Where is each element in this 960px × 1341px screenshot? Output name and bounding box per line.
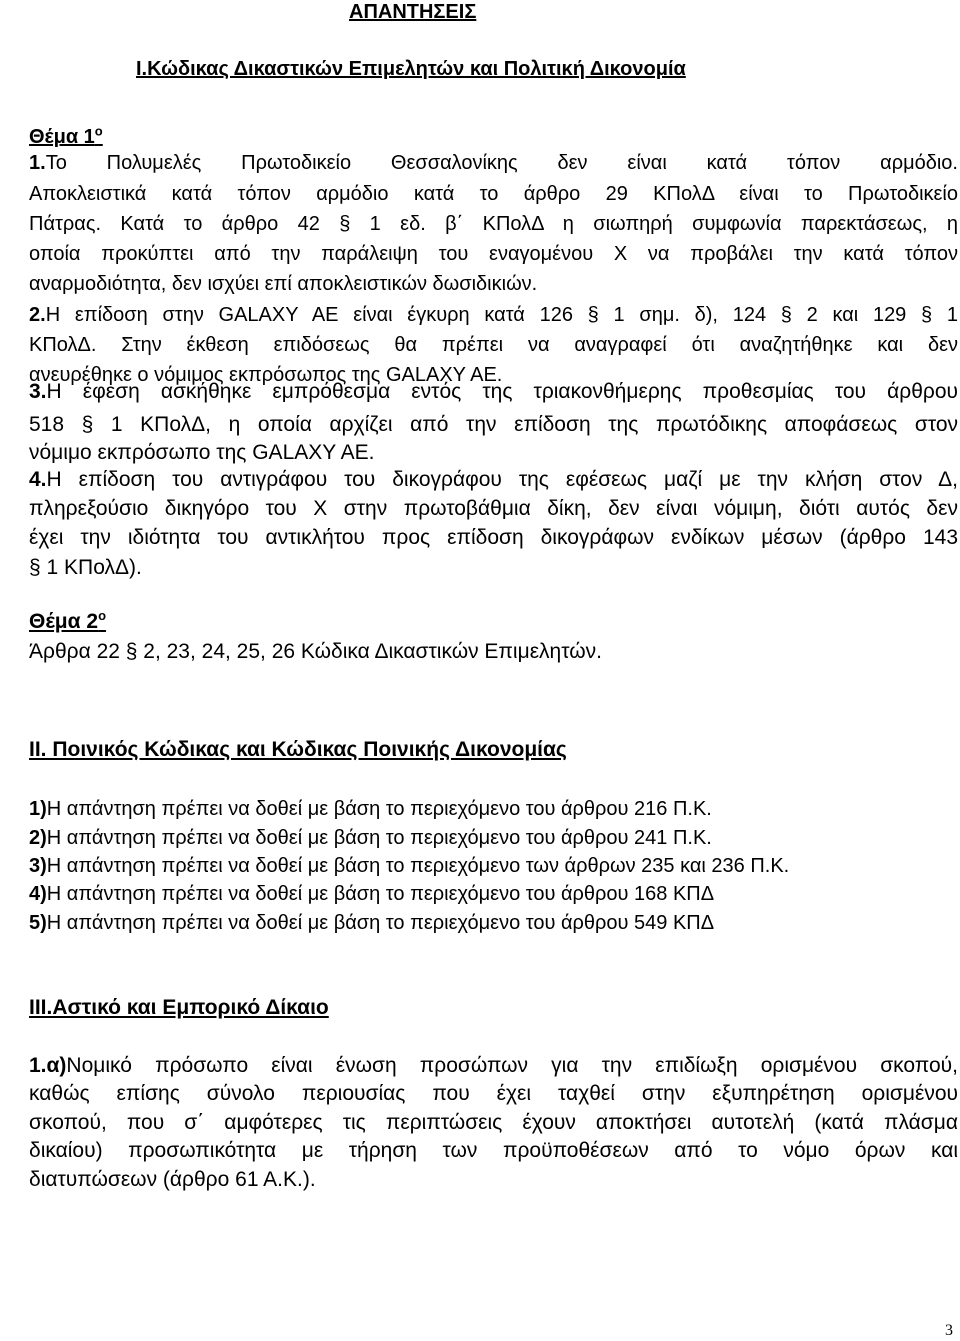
theme-1-item-1-line-1: 1.Το Πολυμελές Πρωτοδικείο Θεσσαλονίκης δεν είναι κατά τόπον αρμόδιο. (29, 152, 958, 174)
section-2-item-2-number: 2) (29, 827, 47, 849)
theme-1-item-2-line-3: ανευρέθηκε ο νόμιμος εκπρόσωπος της GALAXY AE. (29, 364, 503, 386)
section-2-item-4: 4)Η απάντηση πρέπει να δοθεί με βάση το περιεχόμενο του άρθρου 168 ΚΠΔ (29, 883, 715, 905)
theme-1-item-4-line-3: έχει την ιδιότητα του αντικλήτου προς επίδοση δικογράφων ενδίκων μέσων (άρθρο 143 (29, 526, 958, 549)
theme-2-superscript: ο (98, 608, 107, 623)
section-3-item-1-line-2: καθώς επίσης σύνολο περιουσίας που έχει ταχθεί στην εξυπηρέτηση ορισμένου (29, 1082, 958, 1105)
section-2-item-3-number: 3) (29, 855, 47, 877)
section-3-item-1-line-1: 1.α)Νομικό πρόσωπο είναι ένωση προσώπων για την επιδίωξη ορισμένου σκοπού, (29, 1054, 958, 1077)
theme-1-item-3-line-1: 3.Η έφεση ασκήθηκε εμπρόθεσμα εντός της τριακονθήμερης προθεσμίας του άρθρου (29, 380, 958, 403)
theme-1-item-1-line-5: αναρμοδιότητα, δεν ισχύει επί αποκλειστικών δωσιδικιών. (29, 273, 538, 295)
theme-1-item-4-line-4: § 1 ΚΠολΔ). (29, 556, 142, 579)
theme-1-item-1-number: 1. (29, 152, 46, 174)
section-3-item-1-line-5: διατυπώσεων (άρθρο 61 Α.Κ.). (29, 1168, 316, 1191)
theme-1-superscript: ο (94, 123, 103, 139)
section-2-item-2: 2)Η απάντηση πρέπει να δοθεί με βάση το περιεχόμενο του άρθρου 241 Π.Κ. (29, 827, 712, 849)
section-3-item-1-line-4: δικαίου) προσωπικότητα με τήρηση των προϋποθέσεων από το νόμο όρων και (29, 1139, 958, 1162)
theme-1-item-3-line-2: 518 § 1 ΚΠολΔ, η οποία αρχίζει από την επίδοση της πρωτόδικης αποφάσεως στον (29, 413, 958, 436)
section-3-item-1-number: 1.α) (29, 1054, 67, 1077)
theme-2-label: Θέμα 2 (29, 610, 99, 633)
theme-1-item-3-number: 3. (29, 380, 47, 403)
document-title: ΑΠΑΝΤΗΣΕΙΣ (349, 1, 477, 23)
theme-1-item-1-line-3: Πάτρας. Κατά το άρθρο 42 § 1 εδ. β΄ ΚΠολΔ η σιωπηρή συμφωνία παρεκτάσεως, η (29, 213, 958, 235)
theme-1-item-4-line-2: πληρεξούσιο δικηγόρο του Χ στην πρωτοβάθμια δίκη, δεν είναι νόμιμη, διότι αυτός δεν (29, 497, 958, 520)
theme-1-label: Θέμα 1 (29, 126, 95, 148)
theme-1-item-2-number: 2. (29, 304, 46, 326)
theme-1-item-4-number: 4. (29, 468, 47, 491)
section-2-item-1-number: 1) (29, 798, 47, 820)
section-2-item-5: 5)Η απάντηση πρέπει να δοθεί με βάση το περιεχόμενο του άρθρου 549 ΚΠΔ (29, 912, 715, 934)
section-2-item-3: 3)Η απάντηση πρέπει να δοθεί με βάση το περιεχόμενο των άρθρων 235 και 236 Π.Κ. (29, 855, 790, 877)
theme-1-item-4-line-1: 4.Η επίδοση του αντιγράφου του δικογράφου της εφέσεως μαζί με την κλήση στον Δ, (29, 468, 958, 491)
page-number: 3 (945, 1322, 953, 1339)
theme-1-heading (29, 125, 103, 149)
section-2-item-1: 1)Η απάντηση πρέπει να δοθεί με βάση το περιεχόμενο του άρθρου 216 Π.Κ. (29, 798, 712, 820)
section-2-item-4-number: 4) (29, 883, 47, 905)
theme-1-item-2-line-2: ΚΠολΔ. Στην έκθεση επιδόσεως θα πρέπει να αναγραφεί ότι αναζητήθηκε και δεν (29, 334, 958, 356)
theme-1-item-3-line-3: νόμιμο εκπρόσωπο της GALAXY AE. (29, 441, 375, 464)
section-3-heading: ΙΙΙ.Αστικό και Εμπορικό Δίκαιο (29, 996, 329, 1019)
section-1-heading: Ι.Κώδικας Δικαστικών Επιμελητών και Πολιτική Δικονομία (136, 58, 686, 80)
section-3-item-1-line-3: σκοπού, που σ΄ αμφότερες τις περιπτώσεις έχουν αποκτήσει αυτοτελή (κατά πλάσμα (29, 1111, 958, 1134)
theme-1-item-1-line-4: οποία προκύπτει από την παράλειψη του εναγομένου Χ να προβάλει την κατά τόπον (29, 243, 958, 265)
section-2-item-5-number: 5) (29, 912, 47, 934)
theme-1-item-2-line-1: 2.Η επίδοση στην GALAXY AE είναι έγκυρη κατά 126 § 1 σημ. δ), 124 § 2 και 129 § 1 (29, 304, 958, 326)
theme-2-text: Άρθρα 22 § 2, 23, 24, 25, 26 Κώδικα Δικαστικών Επιμελητών. (29, 640, 602, 663)
theme-2-heading (29, 610, 106, 634)
section-2-heading: ΙΙ. Ποινικός Κώδικας και Κώδικας Ποινικής Δικονομίας (29, 738, 567, 761)
theme-1-item-1-line-2: Αποκλειστικά κατά τόπον αρμόδιο κατά το άρθρο 29 ΚΠολΔ είναι το Πρωτοδικείο (29, 183, 958, 205)
